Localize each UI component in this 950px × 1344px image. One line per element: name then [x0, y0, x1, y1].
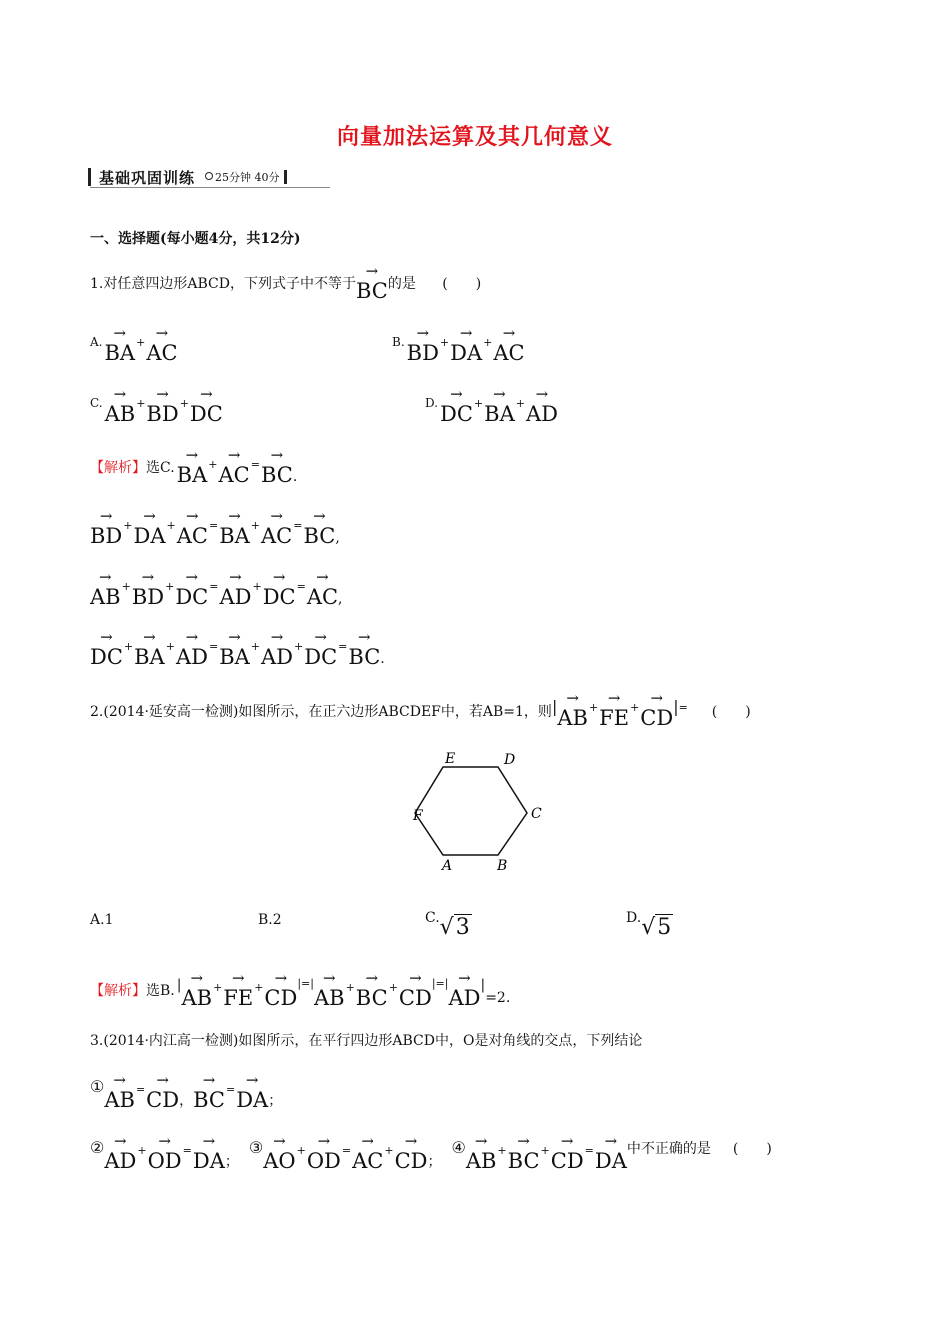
q1-stem-tail: 的是	[387, 276, 416, 292]
abs-bar: |	[673, 697, 679, 716]
banner-endbar	[284, 170, 287, 184]
sqrt-expression: √5	[641, 915, 672, 940]
vector-bd: → BD	[407, 328, 439, 365]
hexagon-figure	[400, 745, 560, 875]
q2-option-b	[258, 912, 282, 928]
punct: ,	[335, 530, 340, 546]
q1-option-c	[90, 389, 223, 426]
q1-option-d	[425, 389, 558, 426]
equals-sign: =	[182, 1144, 192, 1157]
item-equation	[466, 1136, 627, 1173]
vector-ac: → AC	[307, 572, 338, 609]
vector-ac: → AC	[146, 328, 177, 365]
hexagon-shape	[415, 767, 527, 855]
answer-paren: ( )	[442, 276, 482, 292]
vector-dc: → DC	[190, 389, 223, 426]
vector-sum	[314, 973, 432, 1010]
q3-tail: 中不正确的是	[626, 1141, 711, 1157]
vector-bc: → BC	[356, 973, 388, 1010]
vector-bd: → BD	[132, 572, 164, 609]
punct: ；	[427, 1154, 442, 1170]
plus-sign: +	[473, 397, 484, 410]
analysis-end: =2.	[485, 990, 511, 1006]
q3-item-1	[90, 1075, 282, 1112]
answer-paren: ( )	[711, 704, 751, 720]
q2-eq: =	[678, 701, 688, 714]
item-mark: ③	[248, 1138, 264, 1157]
banner-heading: 基础巩固训练	[99, 168, 196, 187]
vector-bc: → BC	[348, 632, 380, 669]
q1-option-a	[90, 328, 178, 365]
radicand: 5	[657, 915, 672, 940]
q2-abs-expression	[557, 693, 673, 730]
vector-da: → DA	[134, 511, 166, 548]
plus-sign: +	[250, 519, 261, 532]
item-expression	[466, 1136, 627, 1173]
item-equation	[104, 1075, 282, 1112]
plus-sign: +	[208, 458, 218, 471]
analysis-line	[90, 511, 340, 548]
abs-eq: |=|	[431, 977, 449, 990]
abs-bar: |	[176, 977, 182, 993]
analysis-tag: 【解析】	[90, 983, 146, 999]
option-value: 1	[104, 912, 114, 928]
vertex-label-c: C	[531, 806, 542, 822]
vector-sum	[105, 389, 223, 426]
equals-sign: =	[208, 519, 219, 532]
vector-dc: → DC	[304, 632, 337, 669]
analysis-lead: 选C.	[146, 460, 175, 476]
q2-option-c	[425, 910, 472, 940]
equals-sign: =	[296, 580, 306, 593]
equals-sign: =	[209, 580, 219, 593]
vector-ac: → AC	[352, 1136, 383, 1173]
plus-sign: +	[165, 640, 175, 653]
plus-sign: +	[123, 519, 133, 532]
sqrt-expression: √3	[439, 915, 470, 940]
option-label: B.	[392, 335, 405, 349]
clock-icon	[205, 172, 213, 180]
plus-sign: +	[540, 1144, 550, 1157]
vector-fe: → FE	[599, 693, 629, 730]
vector-ab: → AB	[104, 1075, 135, 1112]
vector-da: → DA	[193, 1136, 225, 1173]
vector-dc: → DC	[175, 572, 208, 609]
plus-sign: +	[121, 580, 131, 593]
abs-expression	[448, 973, 480, 1010]
abs-expression	[314, 973, 432, 1010]
vector-bc: → BC	[261, 450, 293, 487]
plus-sign: +	[123, 640, 134, 653]
vector-ad: → AD	[526, 389, 558, 426]
punct: .	[380, 651, 385, 667]
vector-bc: → BC	[303, 511, 335, 548]
vector-cd: → CD	[264, 973, 297, 1010]
plus-sign: +	[136, 397, 146, 410]
vector-cd: → CD	[640, 693, 673, 730]
vector-da: → DA	[236, 1075, 268, 1112]
analysis-line	[90, 632, 385, 669]
item-expression	[104, 1075, 282, 1112]
vector-sum	[407, 328, 525, 365]
vector-dc: → DC	[263, 572, 296, 609]
vector-ba: → BA	[177, 450, 208, 487]
banner-bar	[88, 168, 91, 186]
plus-sign: +	[388, 981, 398, 994]
equation	[90, 632, 385, 669]
section-heading: 一、选择题(每小题4分，共12分)	[90, 231, 301, 247]
vertex-label-d: D	[504, 752, 516, 768]
plus-sign: +	[213, 981, 223, 994]
vector-ac: → AC	[493, 328, 524, 365]
vector-sum	[557, 693, 673, 730]
vector-ab: → AB	[90, 572, 121, 609]
q2-stem-text: 2.(2014·延安高一检测)如图所示，在正六边形ABCDEF中，若AB=1，则	[90, 704, 552, 720]
vector-da: → DA	[450, 328, 482, 365]
option-label: D.	[626, 910, 642, 926]
vector-ao: → AO	[263, 1136, 295, 1173]
q3-items-row	[90, 1136, 772, 1173]
exercise-banner	[88, 166, 287, 188]
banner-time	[205, 169, 287, 185]
vector-ab: → AB	[105, 389, 136, 426]
vector-sum	[181, 973, 297, 1010]
option-label: A.	[90, 335, 103, 349]
abs-eq: |=|	[297, 977, 314, 990]
vector-da: → DA	[595, 1136, 627, 1173]
q1-analysis	[90, 450, 297, 487]
vector-ad: → AD	[104, 1136, 136, 1173]
q2-option-d	[626, 910, 673, 940]
equals-sign: =	[225, 1083, 236, 1096]
equals-sign: =	[250, 458, 260, 471]
plus-sign: +	[439, 336, 450, 349]
equals-sign: =	[208, 640, 219, 653]
vector-cd: → CD	[551, 1136, 584, 1173]
abs-expression	[181, 973, 297, 1010]
equals-sign: =	[135, 1083, 146, 1096]
vector-cd: → CD	[399, 973, 432, 1010]
plus-sign: +	[179, 397, 189, 410]
vector-cd: → CD	[146, 1075, 179, 1112]
vector-ad: → AD	[448, 973, 480, 1010]
punct: ；	[224, 1154, 239, 1170]
plus-sign: +	[588, 701, 599, 714]
vector-ab: → AB	[314, 973, 345, 1010]
abs-bar: |	[551, 697, 558, 716]
q2-stem	[90, 693, 751, 730]
plus-sign: +	[250, 640, 261, 653]
vector-bc: → BC	[356, 266, 388, 303]
vector-ad: → AD	[261, 632, 293, 669]
equals-sign: =	[341, 1144, 352, 1157]
vector-bd: → BD	[146, 389, 178, 426]
item-mark: ④	[451, 1138, 466, 1157]
vector-od: → OD	[148, 1136, 182, 1173]
plus-sign: +	[630, 701, 640, 714]
banner-underline	[90, 187, 330, 188]
vector-dc: → DC	[440, 389, 473, 426]
vector-ba: → BA	[484, 389, 515, 426]
document-title: 向量加法运算及其几何意义	[336, 124, 613, 150]
analysis-tag: 【解析】	[90, 460, 146, 476]
plus-sign: +	[384, 1144, 394, 1157]
vector-ab: → AB	[181, 973, 212, 1010]
q1-stem-text: 1.对任意四边形ABCD，下列式子中不等于	[90, 276, 356, 292]
item-expression	[104, 1136, 239, 1173]
analysis-line	[90, 572, 343, 609]
equation	[90, 511, 340, 548]
vector-bc: → BC	[508, 1136, 540, 1173]
plus-sign: +	[166, 519, 176, 532]
radicand: 3	[455, 915, 470, 940]
q2-option-a	[90, 912, 113, 928]
q1-option-b	[392, 328, 525, 365]
item-expression	[263, 1136, 441, 1173]
q3-stem: 3.(2014·内江高一检测)如图所示，在平行四边形ABCD中，O是对角线的交点，下列结论	[90, 1033, 643, 1049]
item-mark: ①	[90, 1077, 105, 1096]
equals-sign: =	[293, 519, 303, 532]
q2-analysis	[90, 973, 510, 1010]
plus-sign: +	[345, 981, 355, 994]
plus-sign: +	[254, 981, 264, 994]
plus-sign: +	[515, 397, 525, 410]
vector-fe: → FE	[223, 973, 253, 1010]
punct: ,	[338, 591, 343, 607]
plus-sign: +	[165, 580, 175, 593]
abs-bar: |	[480, 977, 486, 993]
vector-ac: → AC	[177, 511, 208, 548]
item-equation	[263, 1136, 441, 1173]
equation	[177, 450, 298, 487]
equation	[90, 572, 343, 609]
item-equation	[104, 1136, 239, 1173]
vector-ba: → BA	[134, 632, 165, 669]
option-value: 2	[272, 912, 282, 928]
punct: ；	[268, 1093, 283, 1109]
equals-sign: =	[338, 640, 348, 653]
vertex-label-f: F	[413, 808, 423, 824]
analysis-line	[177, 450, 298, 487]
plus-sign: +	[136, 336, 146, 349]
vector-ba: → BA	[219, 632, 250, 669]
option-label: C.	[90, 396, 103, 410]
analysis-lead: 选B.	[146, 983, 175, 999]
vertex-label-e: E	[445, 751, 456, 767]
equals-sign: =	[584, 1144, 594, 1157]
vector-ab: → AB	[466, 1136, 497, 1173]
vector-ba: → BA	[219, 511, 250, 548]
answer-paren: ( )	[732, 1141, 772, 1157]
vector-ad: → AD	[219, 572, 251, 609]
q1-stem	[90, 266, 481, 303]
vector-sum	[104, 328, 177, 365]
plus-sign: +	[497, 1144, 507, 1157]
option-label: A.	[90, 912, 105, 928]
vector-sum	[440, 389, 558, 426]
vector-ba: → BA	[104, 328, 135, 365]
banner-time-text: 25分钟 40分	[215, 171, 280, 184]
vector-bc: → BC	[193, 1075, 225, 1112]
option-label: B.	[258, 912, 273, 928]
punct: .	[292, 469, 298, 485]
vector-cd: → CD	[395, 1136, 428, 1173]
plus-sign: +	[294, 640, 304, 653]
item-mark: ②	[90, 1138, 105, 1157]
vertex-label-a: A	[442, 858, 453, 874]
punct: ，	[179, 1093, 194, 1109]
vector-sum	[448, 973, 480, 1010]
vertex-label-b: B	[497, 858, 508, 874]
option-label: D.	[425, 396, 439, 410]
option-label: C.	[425, 910, 440, 926]
plus-sign: +	[483, 336, 493, 349]
plus-sign: +	[252, 580, 262, 593]
vector-ab: → AB	[557, 693, 588, 730]
plus-sign: +	[296, 1144, 306, 1157]
vector-bd: → BD	[90, 511, 122, 548]
vector-dc: → DC	[90, 632, 123, 669]
plus-sign: +	[137, 1144, 147, 1157]
vector-ac: → AC	[261, 511, 292, 548]
vector-ad: → AD	[176, 632, 208, 669]
vector-od: → OD	[307, 1136, 341, 1173]
vector-ac: → AC	[219, 450, 250, 487]
